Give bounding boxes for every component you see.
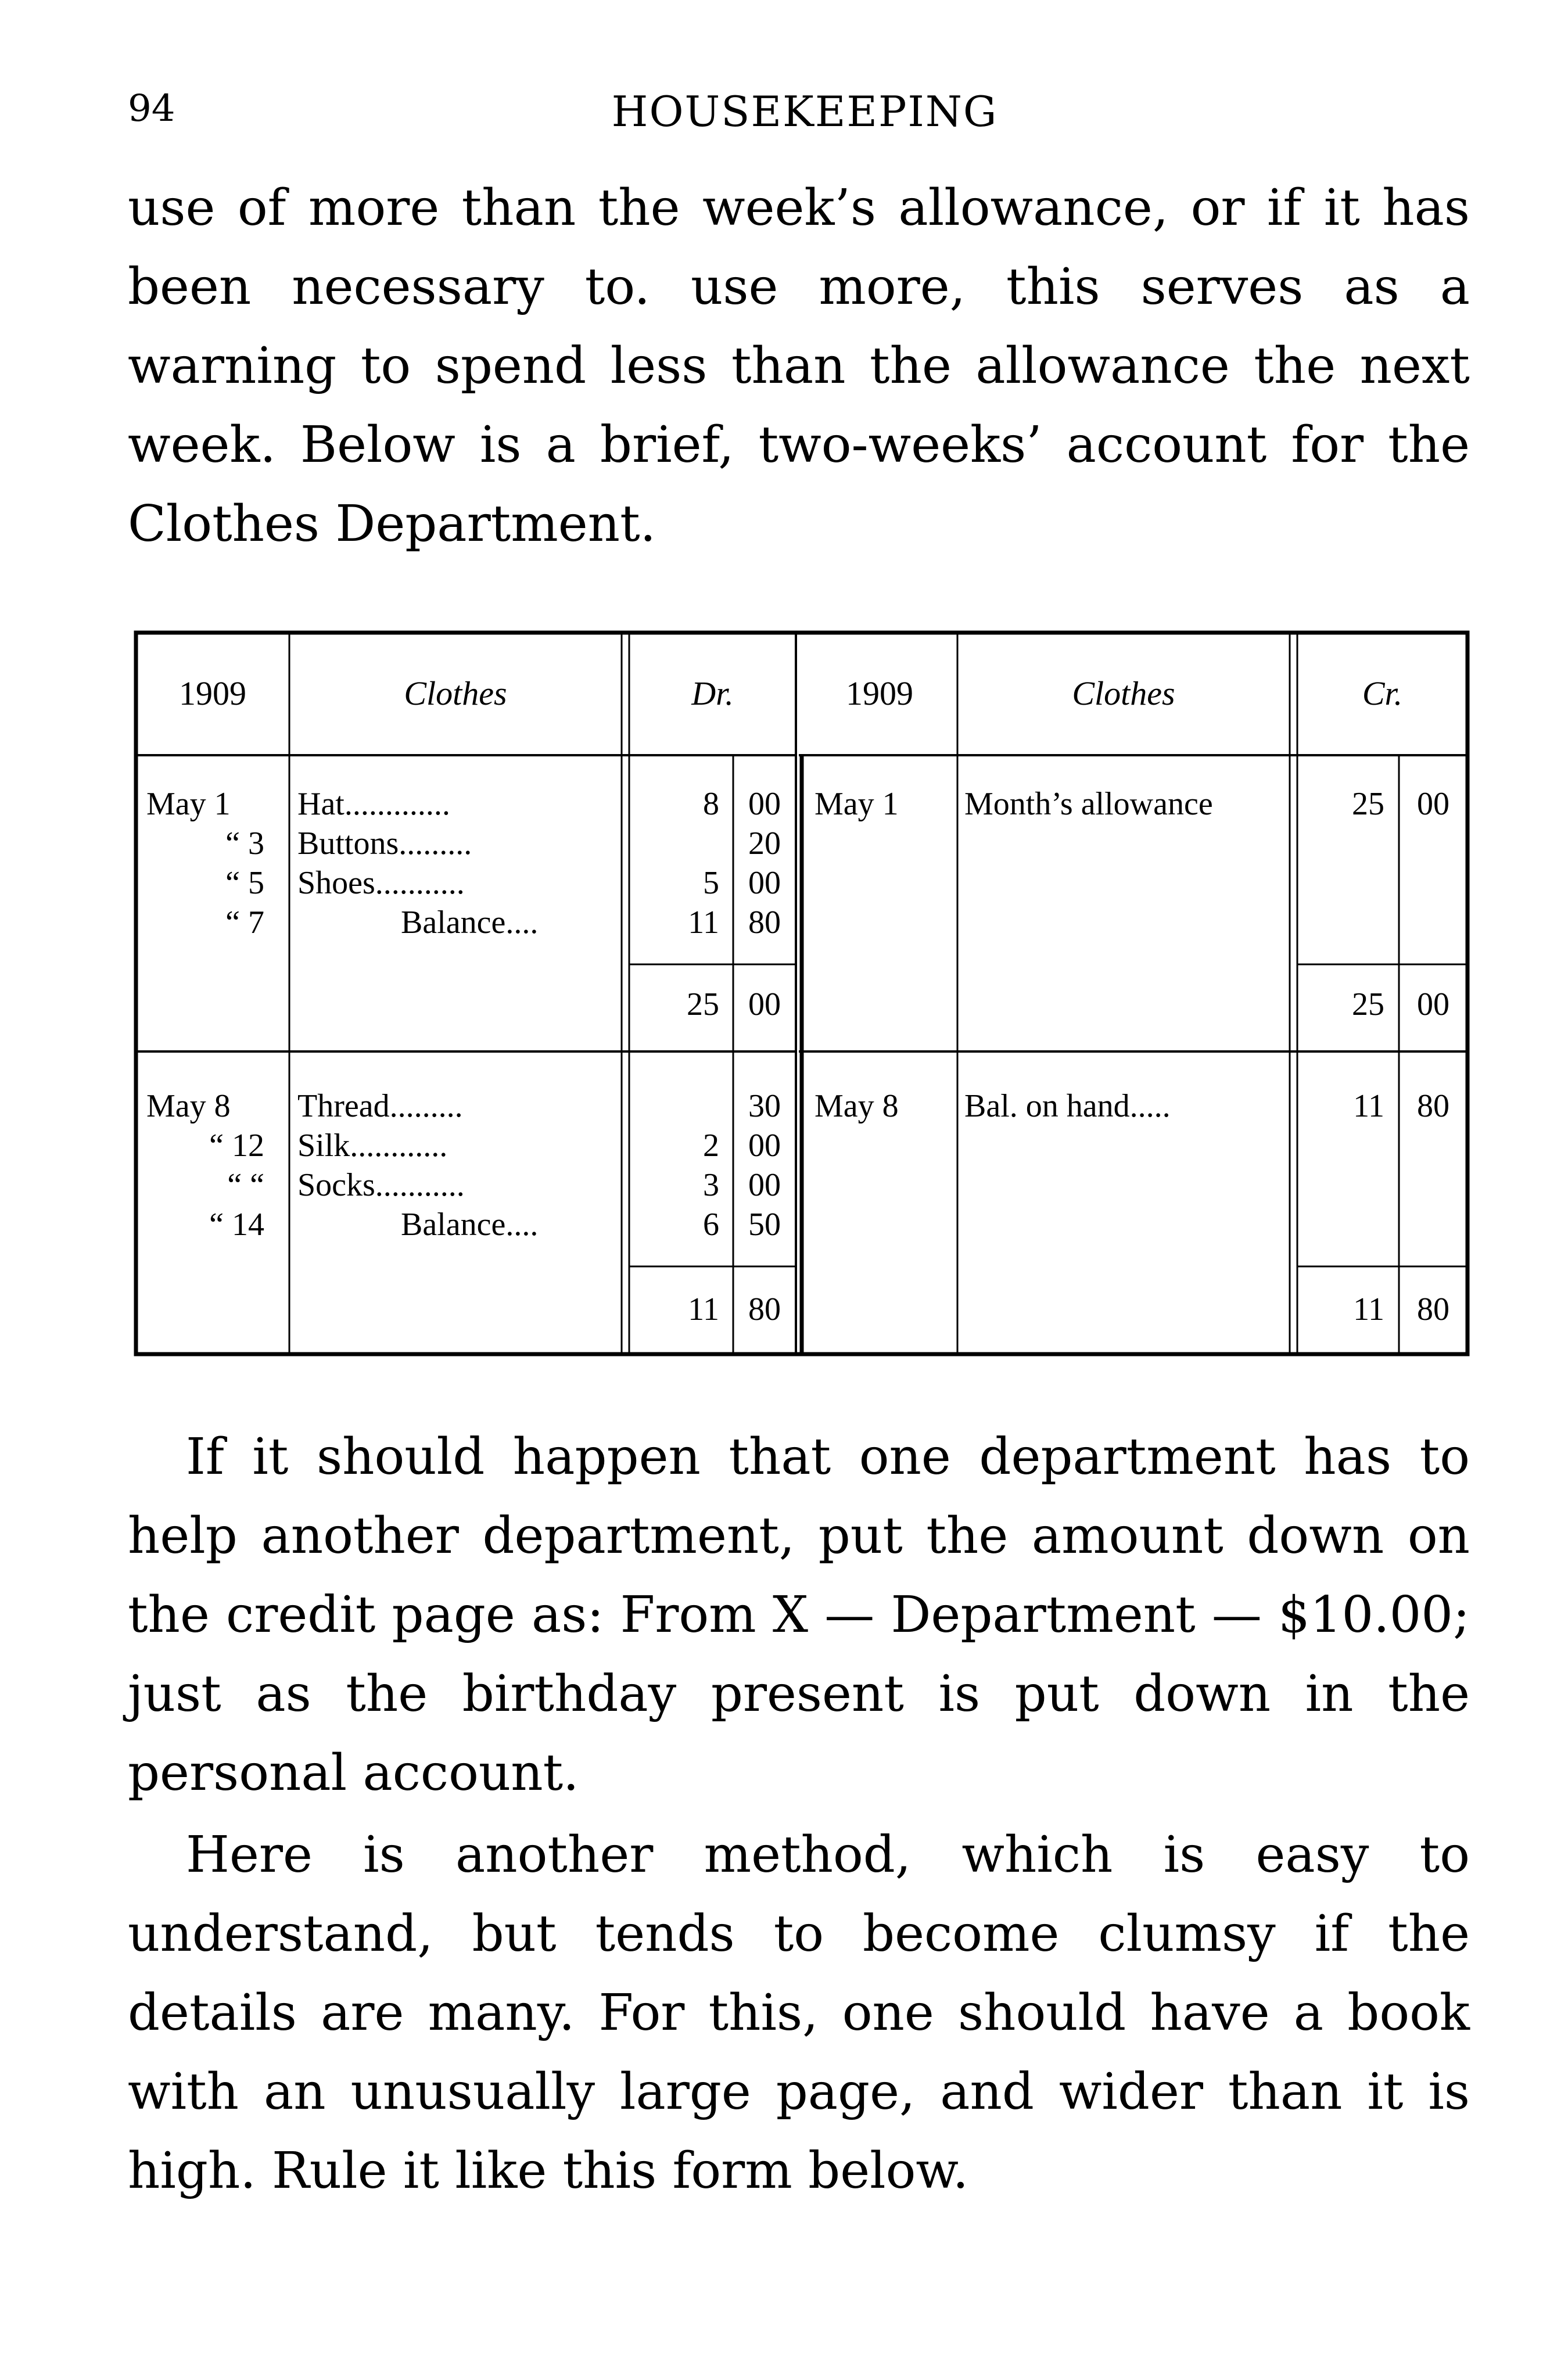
ledger-total-cents: 00 — [1417, 986, 1449, 1022]
ledger-item: Balance.... — [401, 1207, 539, 1243]
ledger-cents: 80 — [1417, 1088, 1449, 1124]
ledger-cents: 00 — [748, 786, 781, 822]
page-number: 94 — [128, 87, 175, 130]
ledger-cents: 00 — [748, 1128, 781, 1164]
ledger-cents: 50 — [748, 1207, 781, 1243]
ledger-item: Thread......... — [297, 1088, 463, 1124]
ledger-item: Balance.... — [401, 905, 539, 941]
ledger-total-cents: 80 — [748, 1291, 781, 1327]
ledger-cents: 20 — [748, 826, 781, 862]
ledger-item: Month’s allowance — [964, 786, 1213, 822]
credit-side-header: Cr. — [1362, 674, 1403, 712]
ledger-item: Hat............. — [297, 786, 450, 822]
ledger-date: “ 3 — [225, 826, 264, 862]
ledger-cents: 30 — [748, 1088, 781, 1124]
ledger-dollars: 3 — [703, 1167, 719, 1203]
paragraph-another-method: Here is another method, which is easy to understand, but tends to become clumsy if the details are many. For this, one should have a book with an unusually large page, and wider than it is high. Rule it like this form below. — [128, 1826, 1470, 2200]
ledger-dollars: 8 — [703, 786, 719, 822]
ledger-total-dollars: 25 — [687, 986, 719, 1022]
debit-account-header: Clothes — [404, 674, 507, 712]
ledger-date: May 1 — [815, 786, 899, 822]
ledger-item: Socks........... — [297, 1167, 465, 1203]
ledger-total-dollars: 11 — [1353, 1291, 1384, 1327]
ledger-dollars: 11 — [688, 905, 719, 941]
ledger-item: Bal. on hand..... — [964, 1088, 1171, 1124]
ledger-cents: 80 — [748, 905, 781, 941]
ledger-rules — [134, 630, 1470, 1356]
ledger-table — [134, 630, 1470, 1356]
ledger-total-cents: 00 — [748, 986, 781, 1022]
ledger-cents: 00 — [1417, 786, 1449, 822]
debit-year-header: 1909 — [179, 674, 246, 712]
ledger-total-cents: 80 — [1417, 1291, 1449, 1327]
ledger-dollars: 25 — [1352, 786, 1384, 822]
ledger-date: May 1 — [146, 786, 231, 822]
paragraph-department-help: If it should happen that one department has to help another department, put the amount down on the credit page as: From X — Department — $10.00; just as the birthday present is put down in the personal account. — [128, 1428, 1470, 1802]
credit-account-header: Clothes — [1072, 674, 1175, 712]
ledger-dollars: 2 — [703, 1128, 719, 1164]
ledger-item: Buttons......... — [297, 826, 472, 862]
ledger-item: Shoes........... — [297, 865, 465, 901]
ledger-date: “ 14 — [209, 1207, 264, 1243]
credit-year-header: 1909 — [846, 674, 913, 712]
ledger-date: May 8 — [146, 1088, 231, 1124]
ledger-date: May 8 — [815, 1088, 899, 1124]
ledger-total-dollars: 25 — [1352, 986, 1384, 1022]
ledger-total-dollars: 11 — [688, 1291, 719, 1327]
ledger-date: “ 5 — [225, 865, 264, 901]
paragraph-intro: use of more than the week’s allowance, or if it has been necessary to. use more, this serves as a warning to spend less than the allowance the next week. Below is a brief, two-weeks’ account for the Clothes Department. — [128, 179, 1470, 553]
debit-side-header: Dr. — [691, 674, 734, 712]
ledger-dollars: 6 — [703, 1207, 719, 1243]
ledger-item: Silk............ — [297, 1128, 448, 1164]
ledger-cents: 00 — [748, 865, 781, 901]
ledger-dollars: 5 — [703, 865, 719, 901]
ledger-date: “ 7 — [225, 905, 264, 941]
page-header — [128, 87, 1481, 151]
ledger-dollars: 11 — [1353, 1088, 1384, 1124]
ledger-date: “ “ — [227, 1167, 264, 1203]
ledger-cents: 00 — [748, 1167, 781, 1203]
running-title: HOUSEKEEPING — [611, 87, 998, 136]
ledger-date: “ 12 — [209, 1128, 264, 1164]
